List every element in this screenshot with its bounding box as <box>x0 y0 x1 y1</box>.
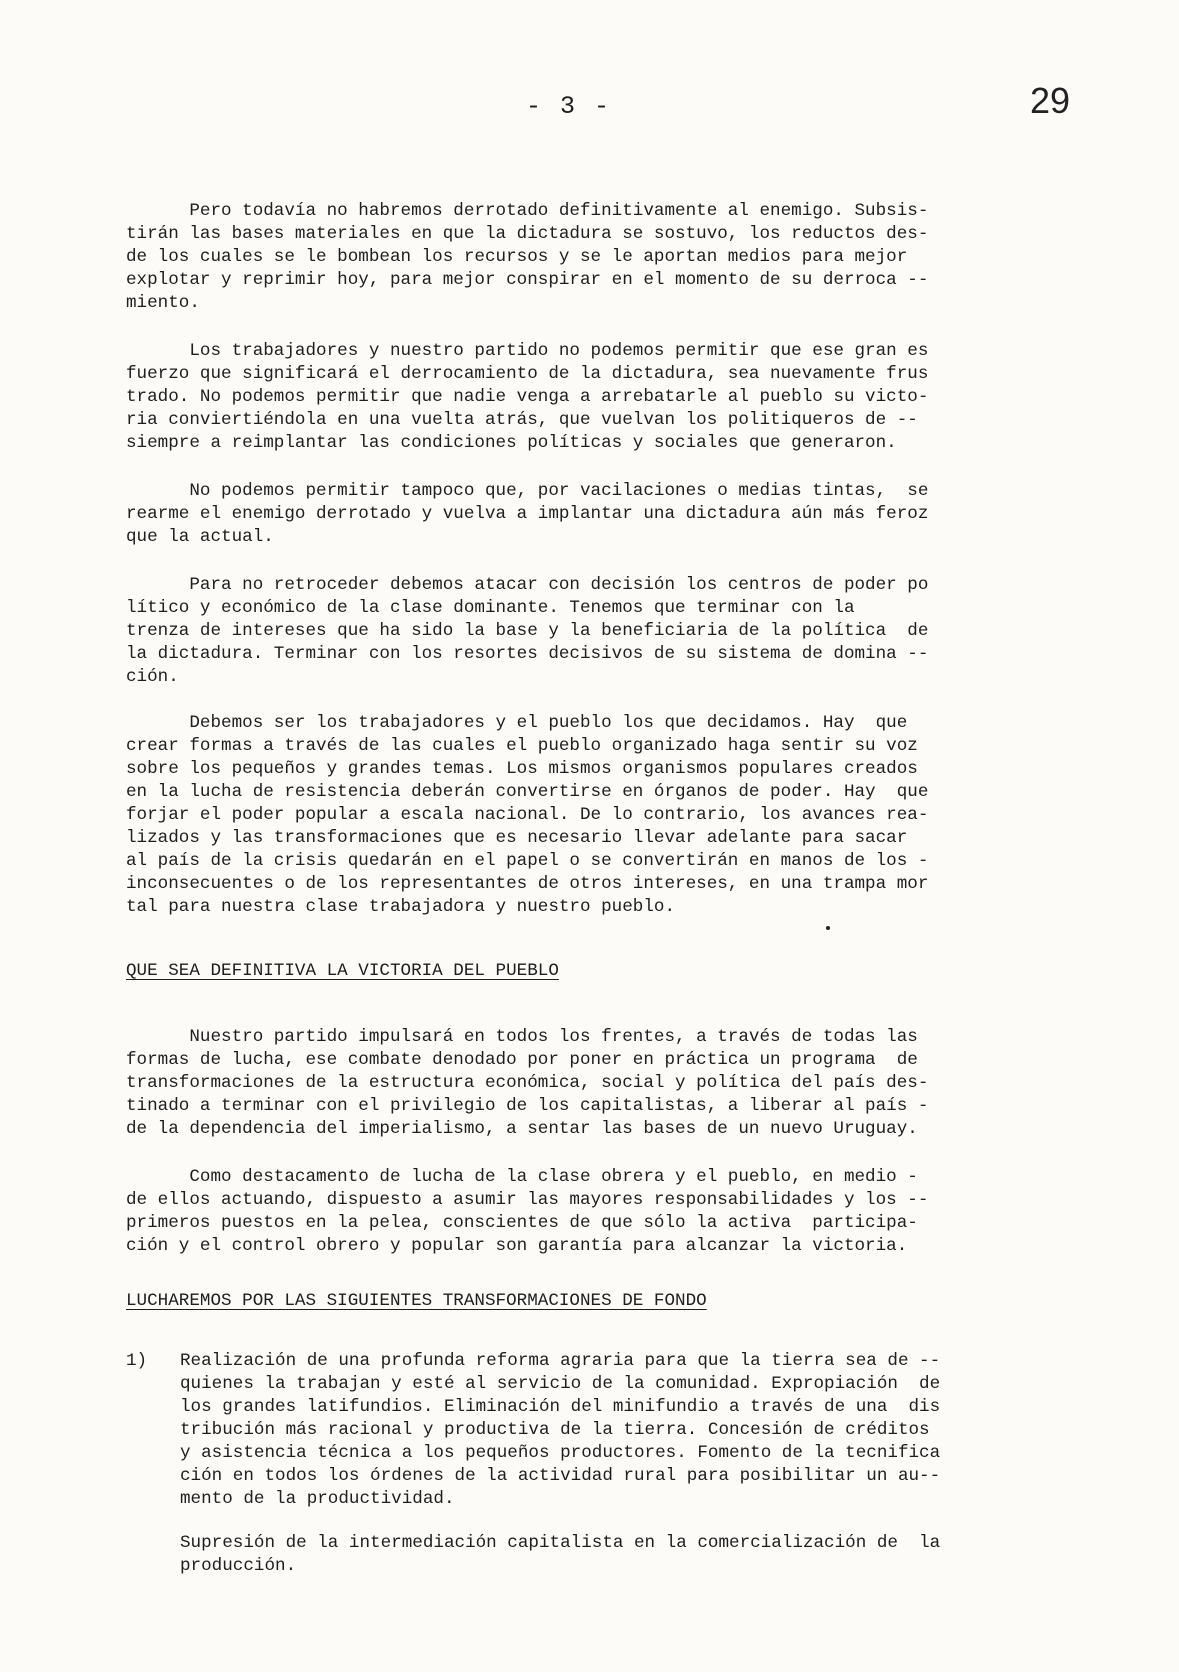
paragraph: Debemos ser los trabajadores y el pueblo los que decidamos. Hay que crear formas a través de las cuales el pueblo organizado haga sentir su voz sobre los pequeños y grandes temas. Los mismos organismos populares creados en la lucha de resistencia deberán convertirse en órganos de poder. Hay que forjar el poder popular a escala nacional. De lo contrario, los avances rea- lizados y las transformaciones que es necesario llevar adelante para sacar al país de la crisis quedarán en el papel o se convertirán en manos de los - inconsecuentes o de los representantes de otros intereses, en una trampa mor tal para nuestra clase trabajadora y nuestro pueblo. <box>126 713 929 917</box>
ink-speck <box>826 926 830 930</box>
paragraph: Pero todavía no habremos derrotado definitivamente al enemigo. Subsis- tirán las bases materiales en que la dictadura se sostuvo, los reductos des- de los cuales se le bombean los recursos y se le aportan medios para mejor explotar y reprimir hoy, para mejor conspirar en el momento de su derroca -- miento. <box>126 201 929 313</box>
list-item-text: Realización de una profunda reforma agraria para que la tierra sea de -- quienes la trabajan y esté al servicio de la comunidad. Expropiación de los grandes latifundios. Eliminación del minifundio a través de una dis tribución más racional y productiva de la tierra. Concesión de créditos y asistencia técnica a los pequeños productores. Fomento de la tecnifica ción en todos los órdenes de la actividad rural para posibilitar un au-- mento de la productividad. <box>180 1351 941 1509</box>
paragraph: Para no retroceder debemos atacar con decisión los centros de poder po lítico y económico de la clase dominante. Tenemos que terminar con la trenza de intereses que ha sido la base y la beneficiaria de la política de la dictadura. Terminar con los resortes decisivos de su sistema de domina -- ción. <box>126 575 929 687</box>
paragraph: Como destacamento de lucha de la clase obrera y el pueblo, en medio - de ellos actuando, dispuesto a asumir las mayores responsabilidades y los -- primeros puestos en la pelea, conscientes de que sólo la activa participa- ción y el control obrero y popular son garantía para alcanzar la victoria. <box>126 1167 929 1256</box>
section-heading: LUCHAREMOS POR LAS SIGUIENTES TRANSFORMACIONES DE FONDO <box>126 1291 707 1311</box>
paragraph: No podemos permitir tampoco que, por vacilaciones o medias tintas, se rearme el enemigo derrotado y vuelva a implantar una dictadura aún más feroz que la actual. <box>126 481 929 547</box>
archive-number: 29 <box>1030 80 1071 121</box>
section-heading: QUE SEA DEFINITIVA LA VICTORIA DEL PUEBLO <box>126 961 559 981</box>
paragraph: Nuestro partido impulsará en todos los frentes, a través de todas las formas de lucha, ese combate denodado por poner en práctica un programa de transformaciones de la estructura económica, social y política del país des- tinado a terminar con el privilegio de los capitalistas, a liberar al país - de la dependencia del imperialismo, a sentar las bases de un nuevo Uruguay. <box>126 1027 929 1139</box>
list-item-followup: Supresión de la intermediación capitalista en la comercialización de la producción. <box>180 1533 941 1576</box>
list-item-number: 1) <box>126 1351 148 1371</box>
page-number: - 3 - <box>526 92 612 121</box>
paragraph: Los trabajadores y nuestro partido no podemos permitir que ese gran es fuerzo que significará el derrocamiento de la dictadura, sea nuevamente frus trado. No podemos permitir que nadie venga a arrebatarle al pueblo su victo- ria conviertiéndola en una vuelta atrás, que vuelvan los politiqueros de -- siempre a reimplantar las condiciones políticas y sociales que generaron. <box>126 341 929 453</box>
